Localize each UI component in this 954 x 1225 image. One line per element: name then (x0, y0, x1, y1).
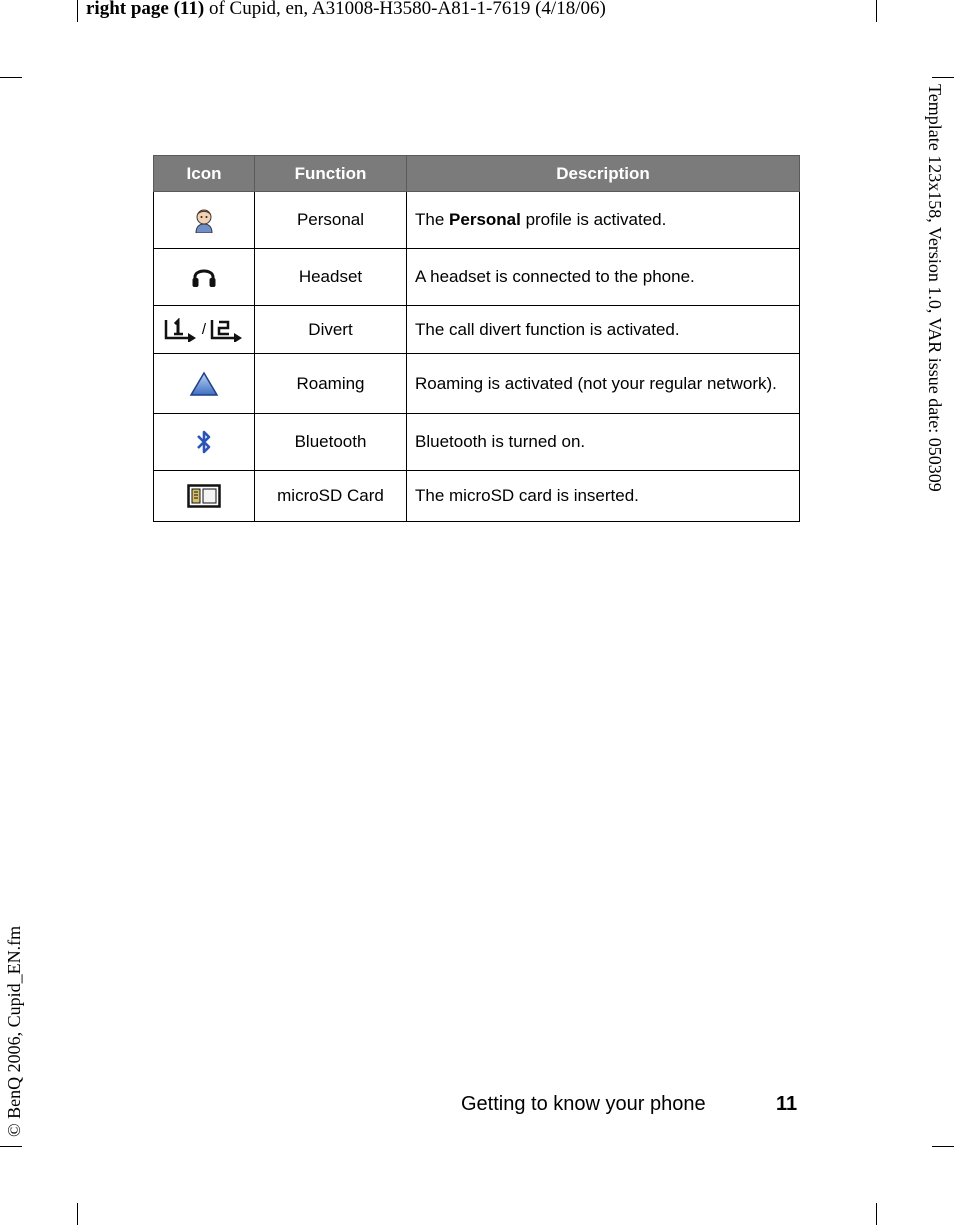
divert-line-2-icon (210, 318, 244, 342)
divert-separator: / (201, 321, 207, 338)
crop-mark (932, 1146, 954, 1147)
icon-table (153, 155, 800, 522)
page-number: 11 (776, 1093, 798, 1115)
footer-section-title: Getting to know your phone (461, 1093, 706, 1115)
function-cell: Divert (255, 306, 407, 354)
table-row (154, 306, 800, 354)
col-header-function: Function (255, 156, 407, 192)
function-cell: Headset (255, 249, 407, 306)
function-cell: Bluetooth (255, 414, 407, 471)
table-row (154, 471, 800, 522)
description-cell: A headset is connected to the phone. (407, 249, 800, 306)
description-cell: The call divert function is activated. (407, 306, 800, 354)
col-header-icon: Icon (154, 156, 255, 192)
icon-cell (154, 471, 255, 522)
icon-cell (154, 354, 255, 414)
description-cell: The microSD card is inserted. (407, 471, 800, 522)
table-row (154, 354, 800, 414)
icon-cell (154, 414, 255, 471)
personal-profile-icon (192, 207, 216, 233)
table-row (154, 414, 800, 471)
template-info: Template 123x158, Version 1.0, VAR issue date: 050309 (925, 84, 945, 492)
divert-line-icons (164, 318, 244, 342)
desc-bold: Personal (449, 210, 521, 229)
icon-cell (154, 306, 255, 354)
col-header-description: Description (407, 156, 800, 192)
divert-line-1-icon (164, 318, 198, 342)
function-cell: microSD Card (255, 471, 407, 522)
table-row (154, 249, 800, 306)
page-header (86, 0, 606, 20)
header-bold: right page (11) (86, 0, 205, 19)
icon-cell (154, 249, 255, 306)
desc-text: The (415, 210, 450, 229)
headset-icon (191, 266, 217, 288)
crop-mark (0, 1146, 22, 1147)
header-rest: of Cupid, en, A31008-H3580-A81-1-7619 (4/18/06) (204, 0, 606, 19)
desc-text: profile is activated. (520, 210, 667, 229)
description-cell (407, 192, 800, 249)
table-row (154, 192, 800, 249)
icon-cell (154, 192, 255, 249)
crop-mark (876, 1203, 877, 1225)
crop-mark (77, 0, 78, 22)
function-cell: Roaming (255, 354, 407, 414)
crop-mark (0, 77, 22, 78)
crop-mark (932, 77, 954, 78)
bluetooth-icon (194, 428, 214, 456)
description-cell: Bluetooth is turned on. (407, 414, 800, 471)
roaming-triangle-icon (189, 371, 219, 397)
crop-mark (77, 1203, 78, 1225)
description-cell: Roaming is activated (not your regular network). (407, 354, 800, 414)
table-header-row (154, 156, 800, 192)
function-cell: Personal (255, 192, 407, 249)
copyright-info: © BenQ 2006, Cupid_EN.fm (4, 925, 24, 1137)
microsd-card-icon (187, 484, 221, 508)
crop-mark (876, 0, 877, 22)
